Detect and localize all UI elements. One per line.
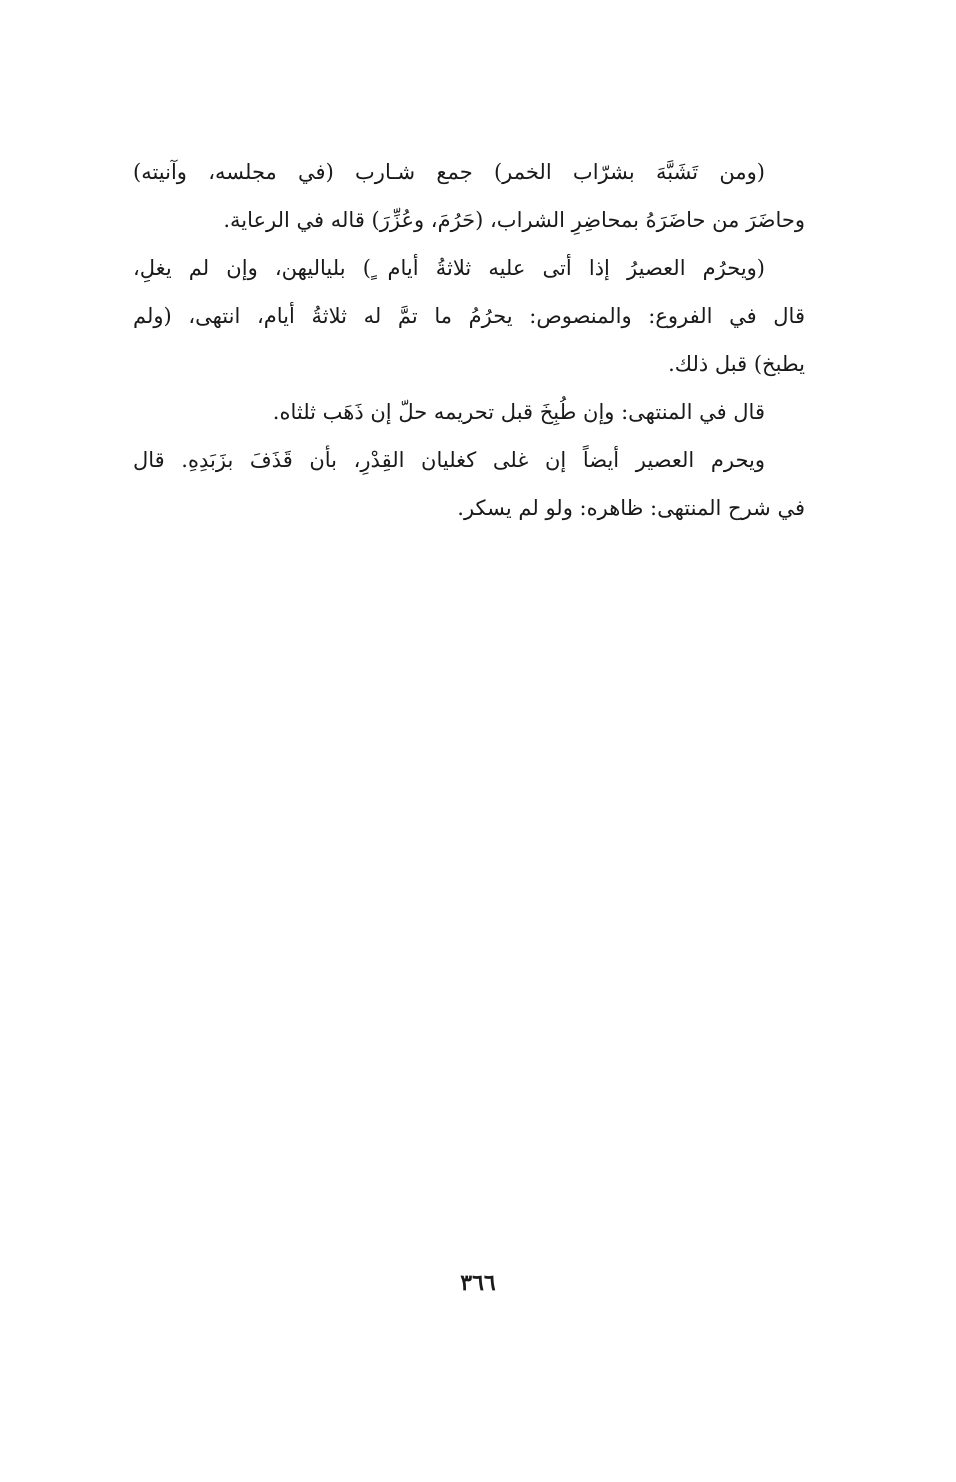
text-line-6: قال في المنتهى: وإن طُبِخَ قبل تحريمه حلّ إن ذَهَب ثلثاه. [272, 400, 765, 424]
text-line-4: قال في الفروع: والمنصوص: يحرُمُ ما تمَّ له ثلاثةُ أيام، انتهى، (ولم [133, 304, 805, 328]
page-number: ٣٦٦ [460, 1270, 496, 1296]
body-text [133, 148, 805, 532]
text-line-1: (ومن تَشَبَّهَ بشرّاب الخمر) جمع شـارب (في مجلسه، وآنيته) [133, 160, 765, 184]
text-line-7: ويحرم العصير أيضاً إن غلى كغليان القِدْرِ، بأن قَذَفَ بزَبَدِهِ. قال [133, 448, 765, 472]
text-line-5: يطبخ) قبل ذلك. [668, 352, 805, 376]
text-line-3: (ويحرُم العصيرُ إذا أتى عليه ثلاثةُ أيام ٍ) بلياليهن، وإن لم يغلِ، [133, 256, 765, 280]
text-line-8: في شرح المنتهى: ظاهره: ولو لم يسكر. [457, 496, 805, 520]
text-line-2: وحاضَرَ من حاضَرَهُ بمحاضِرِ الشراب، (حَرُمَ، وعُزِّرَ) قاله في الرعاية. [223, 208, 805, 232]
